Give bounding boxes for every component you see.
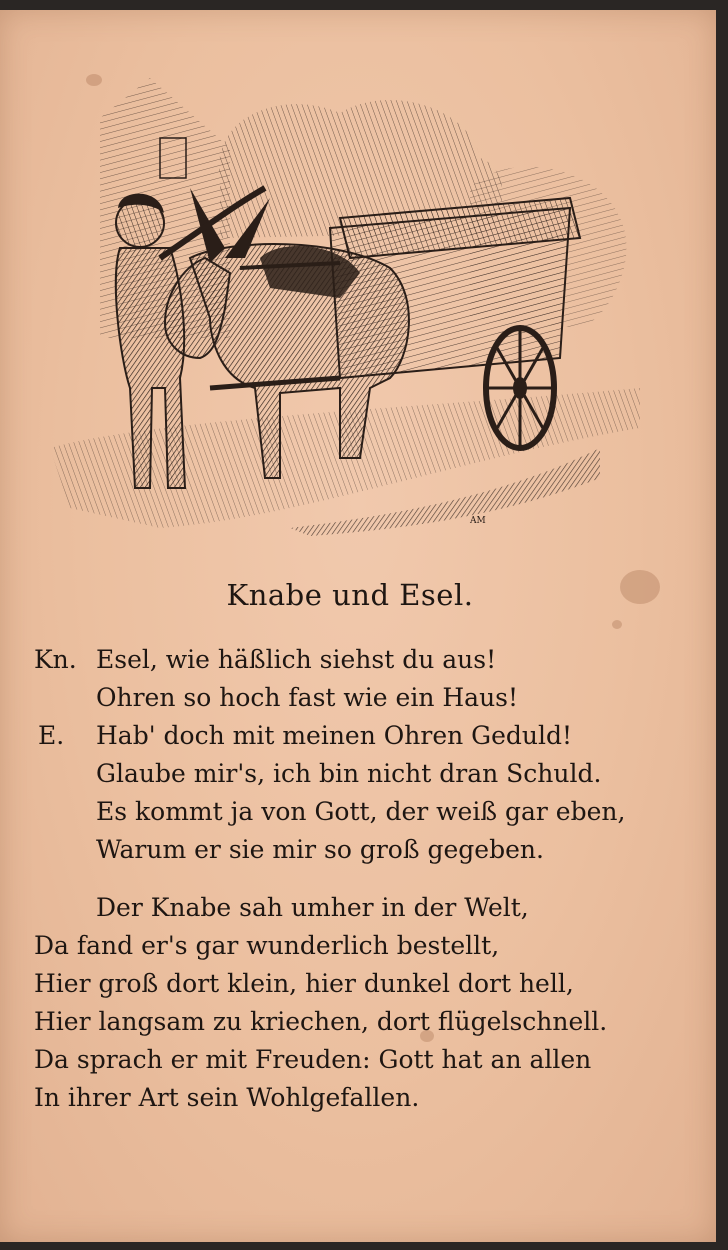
verse-line: Ohren so hoch fast wie ein Haus! [96, 683, 519, 712]
verse-line: Der Knabe sah umher in der Welt, [96, 893, 529, 922]
book-page [0, 10, 716, 1242]
speaker-label: Kn. [34, 645, 77, 674]
verse-line: Hier langsam zu kriechen, dort flügelschnell. [34, 1007, 608, 1036]
verse-line: Hab' doch mit meinen Ohren Geduld! [96, 721, 573, 750]
poem-title: Knabe und Esel. [226, 578, 474, 612]
verse-line: Warum er sie mir so groß gegeben. [96, 835, 544, 864]
verse-line: In ihrer Art sein Wohlgefallen. [34, 1083, 420, 1112]
verse-line: Es kommt ja von Gott, der weiß gar eben, [96, 797, 626, 826]
verse-line: Hier groß dort klein, hier dunkel dort hell, [34, 969, 574, 998]
artist-signature: AM [470, 516, 486, 526]
verse-line: Esel, wie häßlich siehst du aus! [96, 645, 497, 674]
verse-line: Da fand er's gar wunderlich bestellt, [34, 931, 500, 960]
verse-line: Da sprach er mit Freuden: Gott hat an allen [34, 1045, 592, 1074]
woodcut-illustration [40, 58, 660, 538]
foxing-stain [612, 620, 622, 629]
speaker-label: E. [38, 721, 65, 750]
verse-line: Glaube mir's, ich bin nicht dran Schuld. [96, 759, 602, 788]
